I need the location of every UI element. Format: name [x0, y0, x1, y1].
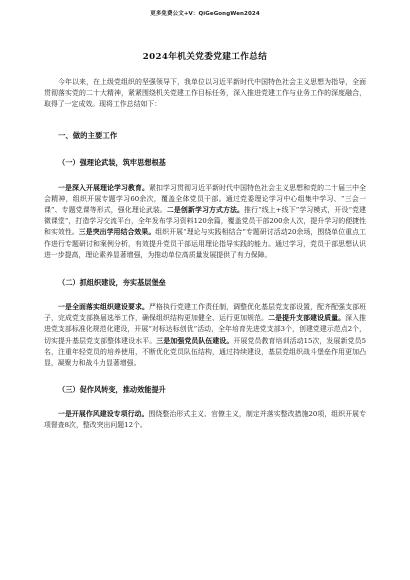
subsection-heading-organization: （二）抓组织建设，夯实基层堡垒 — [58, 278, 166, 288]
text-org-3: 开展党员教育培训活动15次，发展新党员5名，注重年轻党员的培养使用，不断优化党员队伍结构，通过持续建设，基层党组织战斗堡垒作用更加凸显，凝聚力和战斗力显著增强。 — [44, 336, 367, 368]
lead-org-1: 一是全面落实组织建设要求。 — [58, 303, 150, 312]
paragraph-organization — [44, 302, 366, 369]
text-theory-3: 组织开展“理论与实践相结合”专题研讨活动20余场，围绕单位重点工作进行专题研讨和案例分析，有效提升党员干部运用理论指导实践的能力。通过学习，党员干部思想认识进一步提高，理论素养显著增强，为推动单位高质量发展提供了有力保障。 — [44, 228, 367, 259]
lead-theory-3: 三是突出学用结合效果。 — [78, 228, 156, 237]
subsection-heading-theory: （一）强理论武装，筑牢思想根基 — [58, 157, 166, 167]
document-title: 2024年机关党委党建工作总结 — [142, 52, 268, 62]
paragraph-theory-study — [44, 183, 366, 261]
lead-org-3: 三是加强党员队伍建设。 — [156, 336, 234, 345]
page-header-text: 更多免费公文+V：QiGeGongWen2024 — [150, 11, 260, 17]
lead-theory-1: 一是深入开展理论学习教育。 — [58, 183, 150, 192]
intro-paragraph: 今年以来，在上级党组织的坚强领导下，我单位以习近平新时代中国特色社会主义思想为指导，全面贯彻落实党的二十大精神，紧紧围绕机关党建工作目标任务，深入推进党建工作与业务工作的深度融合，取得了一定成效。现将工作总结如下： — [44, 78, 366, 109]
text-theory-1: 紧扣学习贯彻习近平新时代中国特色社会主义思想和党的二十届三中全会精神，组织开展专题学习60余次，覆盖全体党员干部。通过党委理论学习中心组集中学习、“三会一课”、专题党课等形式，强化理论武装。 — [44, 183, 367, 215]
text-org-2: 深入推进党支部标准化规范化建设，开展“对标达标创优”活动，全年培育先进党支部3个，创建党建示范点2个，切实提升基层党支部整体建设水平。 — [44, 314, 367, 345]
lead-style-1: 一是开展作风建设专项行动。 — [58, 410, 149, 419]
lead-org-2: 二是提升支部建设质量。 — [268, 314, 346, 323]
text-style-1: 围绕整治形式主义、官僚主义，制定并落实整改措施20项，组织开展专项督查8次，整改突出问题12个。 — [44, 410, 367, 430]
text-theory-2: 推行“线上+线下”学习模式，开设“党建微课堂”，打造学习交流平台，全年发布学习资料120余篇，覆盖党员干部200余人次，提升学习的便捷性和实效性。 — [44, 206, 367, 237]
section-heading-main-work: 一、做的主要工作 — [58, 130, 118, 140]
paragraph-style — [44, 409, 366, 431]
text-org-1: 严格执行党建工作责任制，调整优化基层党支部设置，配齐配强支部班子，完成党支部换届选举工作，确保组织结构更加健全、运行更加规范。 — [44, 303, 367, 323]
subsection-heading-style: （三）促作风转变，推动效能提升 — [58, 385, 166, 395]
lead-theory-2: 二是创新学习方式方法。 — [166, 206, 245, 215]
